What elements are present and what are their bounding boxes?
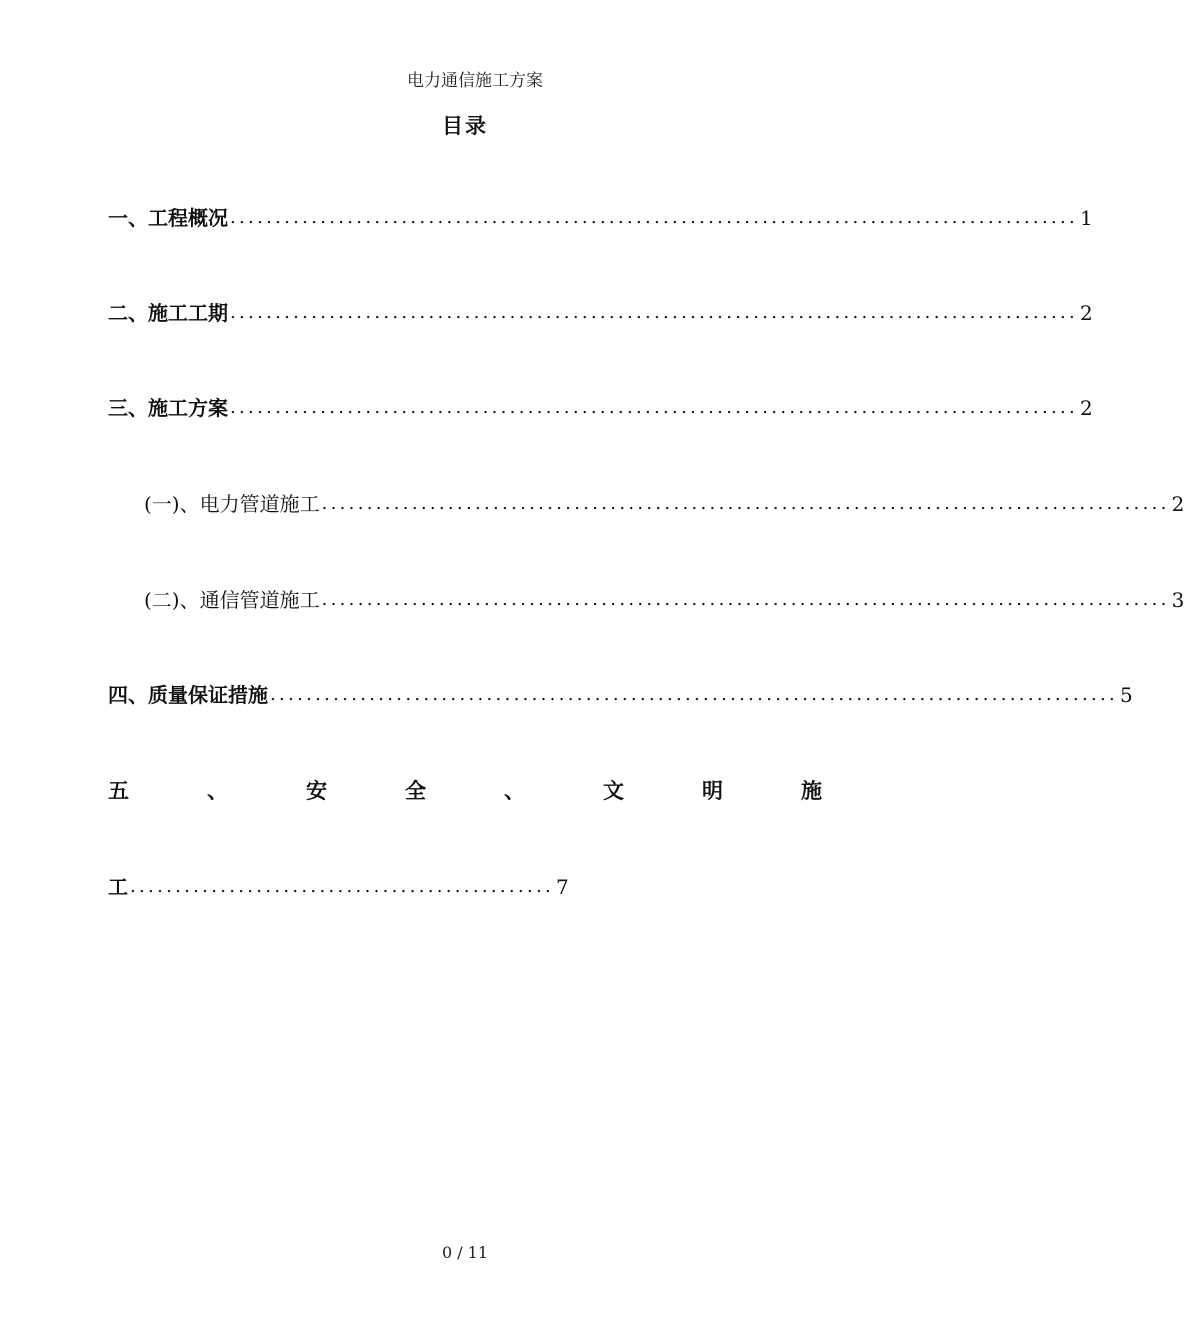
toc-page-number: 3 (1171, 588, 1184, 612)
toc-page-number: 2 (1080, 396, 1093, 420)
toc-entry-safety-civilized-construction[interactable] (108, 774, 822, 806)
dot-leader: .............................................................................................. (321, 589, 1170, 610)
toc-entry-label: 三、施工方案 (108, 396, 228, 420)
toc-entry-char: 、 (504, 779, 525, 803)
dot-leader: .............................................................................................. (270, 684, 1119, 705)
toc-entry-char: 明 (702, 779, 723, 803)
toc-entry-label: 二、施工工期 (108, 301, 228, 325)
toc-entry-prefix: (二) (144, 588, 180, 612)
toc-entry-text: 、电力管道施工 (179, 492, 320, 516)
toc-entry-text: 、通信管道施工 (179, 588, 320, 612)
dot-leader: .............................................................................................. (230, 207, 1079, 228)
toc-entry-label: 四、质量保证措施 (108, 683, 268, 707)
toc-entry-char: 五 (108, 779, 129, 803)
toc-entry-label (144, 585, 320, 615)
toc-entry-construction-period[interactable] (108, 298, 1093, 328)
toc-entry-project-overview[interactable] (108, 203, 1093, 233)
toc-page-number: 2 (1171, 492, 1184, 516)
toc-entry-quality-assurance[interactable] (108, 680, 1133, 710)
toc-entry-power-pipeline[interactable] (144, 489, 1184, 519)
toc-entry-construction-plan[interactable] (108, 393, 1093, 423)
dot-leader: .............................................................................................. (321, 493, 1170, 514)
toc-entry-label: 一、工程概况 (108, 206, 228, 230)
toc-page-number: 7 (556, 875, 569, 899)
running-header: 电力通信施工方案 (407, 71, 543, 91)
toc-page-number: 1 (1080, 206, 1093, 230)
toc-entry-char: 安 (306, 779, 327, 803)
toc-entry-label (144, 489, 320, 519)
toc-entry-label: 工 (108, 875, 128, 899)
toc-page-number: 5 (1120, 683, 1133, 707)
toc-entry-continuation[interactable] (108, 870, 569, 902)
toc-entry-telecom-pipeline[interactable] (144, 585, 1184, 615)
toc-entry-char: 文 (603, 779, 624, 803)
dot-leader: ............................................... (130, 876, 555, 897)
page-footer: 0 / 11 (441, 1243, 489, 1262)
toc-entry-char: 、 (207, 779, 228, 803)
dot-leader: .............................................................................................. (230, 397, 1079, 418)
toc-entry-char: 施 (801, 779, 822, 803)
toc-page-number: 2 (1080, 301, 1093, 325)
dot-leader: .............................................................................................. (230, 302, 1079, 323)
toc-entry-char: 全 (405, 779, 426, 803)
toc-entry-prefix: (一) (144, 492, 180, 516)
toc-title: 目录 (442, 114, 488, 138)
